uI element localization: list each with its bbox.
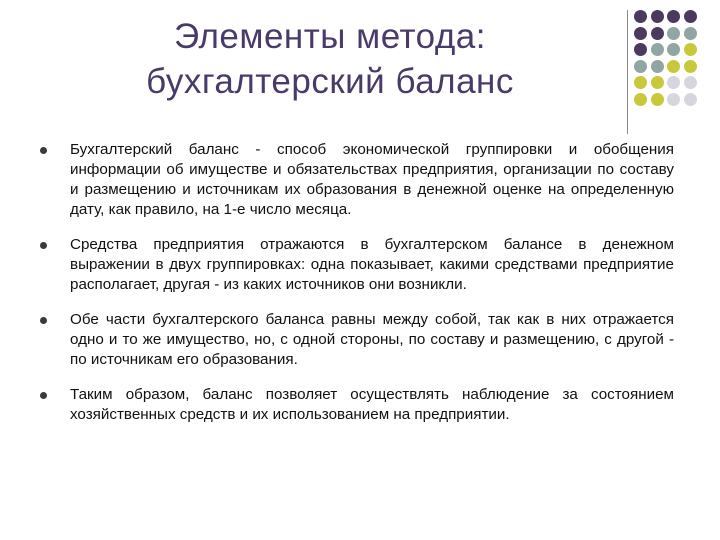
decorative-dot <box>634 43 647 56</box>
decorative-dot <box>651 27 664 40</box>
decorative-dot <box>684 60 697 73</box>
decorative-dot <box>634 93 647 106</box>
decorative-dot <box>651 43 664 56</box>
bullet-item <box>38 385 674 425</box>
bullet-text: Таким образом, баланс позволяет осуществлять наблюдение за состоянием хозяйственных средств и их использованием на предприятии. <box>70 386 674 423</box>
decorative-dot <box>684 43 697 56</box>
decorative-dot <box>651 76 664 89</box>
decorative-dot <box>667 10 680 23</box>
bullet-marker-icon <box>38 385 70 405</box>
bullet-marker-icon <box>38 235 70 255</box>
bullet-text: Обе части бухгалтерского баланса равны между собой, так как в них отражается одно и то же имущество, но, с одной стороны, по составу и размещению, с другой - по источникам его образования. <box>70 311 674 368</box>
decorative-dot <box>684 27 697 40</box>
decorative-dot <box>651 10 664 23</box>
decorative-dot <box>684 10 697 23</box>
decorative-dot <box>667 60 680 73</box>
decorative-dot <box>651 93 664 106</box>
decorative-dot <box>667 43 680 56</box>
decorative-dot <box>634 60 647 73</box>
bullet-text: Бухгалтерский баланс - способ экономической группировки и обобщения информации об имуществе и обязательствах предприятия, организации по составу и размещению и источникам их образования в денежной оценке на определенную дату, как правило, на 1-е число месяца. <box>70 141 674 218</box>
bullet-marker-icon <box>38 140 70 160</box>
bullet-item <box>38 310 674 370</box>
decorative-dot <box>684 93 697 106</box>
bullet-item <box>38 235 674 295</box>
title-divider-line <box>627 10 628 134</box>
bullet-text: Средства предприятия отражаются в бухгалтерском балансе в денежном выражении в двух группировках: одна показывает, какими средствами предприятие располагает, другая - из каких источников они возникли. <box>70 236 674 293</box>
decorative-dot <box>634 10 647 23</box>
decorative-dot <box>667 27 680 40</box>
decorative-dot <box>684 76 697 89</box>
bullet-marker-icon <box>38 310 70 330</box>
decorative-dot <box>634 27 647 40</box>
bullet-item <box>38 140 674 220</box>
decorative-dot <box>667 93 680 106</box>
decorative-dot <box>651 60 664 73</box>
decorative-dot <box>667 76 680 89</box>
decorative-dot <box>634 76 647 89</box>
bullet-list <box>38 140 674 440</box>
decorative-dot-grid <box>634 10 716 110</box>
slide-title: Элементы метода: бухгалтерский баланс <box>146 17 514 101</box>
